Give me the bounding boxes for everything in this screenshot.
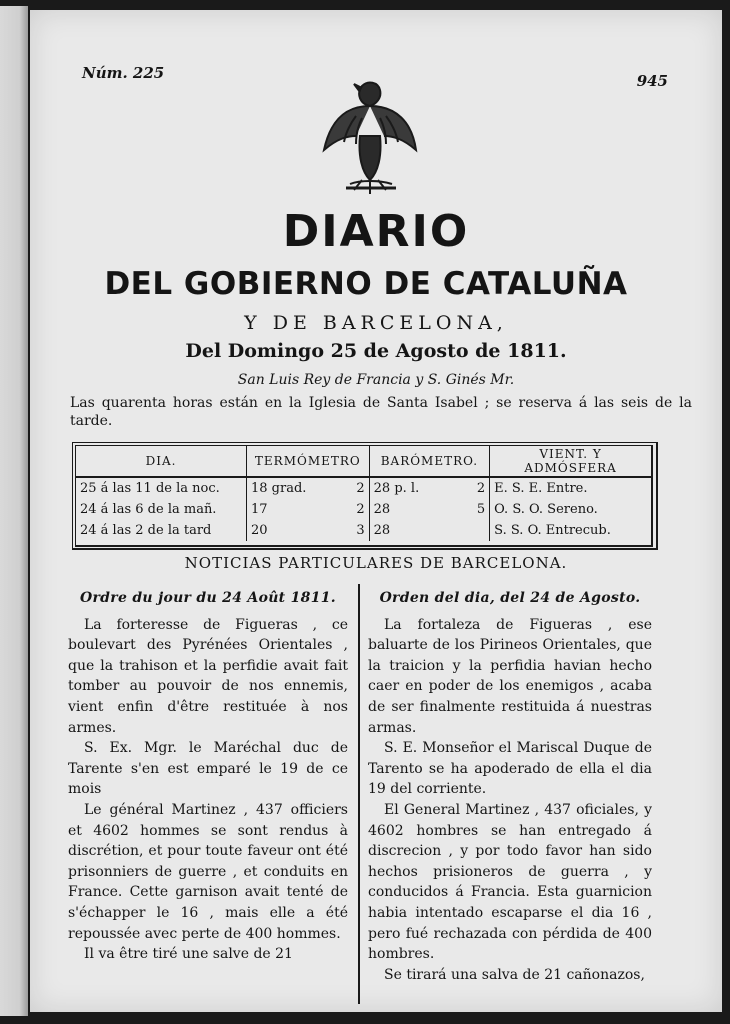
weather-cell-wind: O. S. O. Sereno. bbox=[494, 502, 598, 517]
weather-cell-temp-fraction: 2 bbox=[347, 499, 370, 520]
weather-cell-temp: 20 bbox=[251, 523, 268, 538]
french-paragraph: S. Ex. Mgr. le Maréchal duc de Tarente s'en est emparé le 19 de ce mois bbox=[68, 740, 348, 798]
spanish-paragraph: El General Martinez , 437 oficiales, y 4602 hombres se han entregado á discrecion , y por todo favor han sido hechos prisioneros de guerra , y conducidos á Francia. Esta guarnicion habia intentado escaparse el dia 16 , pero fué rechazada con pérdida de 400 hombres. bbox=[368, 801, 652, 963]
weather-row bbox=[76, 477, 651, 499]
weather-header-thermometer: TERMÓMETRO bbox=[247, 446, 370, 477]
weather-cell-wind: E. S. E. Entre. bbox=[494, 481, 588, 496]
saints-of-day: San Luis Rey de Francia y S. Ginés Mr. bbox=[237, 372, 515, 388]
french-paragraph: Il va être tiré une salve de 21 bbox=[84, 946, 293, 963]
issue-number: Núm. 225 bbox=[82, 64, 165, 82]
weather-cell-temp-fraction: 2 bbox=[347, 477, 370, 499]
weather-cell-day: 25 á las 11 de la noc. bbox=[76, 477, 247, 499]
weather-header-row bbox=[76, 446, 651, 477]
weather-cell-pressure-fraction: 5 bbox=[467, 499, 490, 520]
weather-cell-pressure: 28 p. l. bbox=[373, 481, 420, 496]
weather-cell-pressure: 28 bbox=[373, 523, 391, 538]
masthead-title: DIARIO bbox=[282, 206, 470, 257]
newspaper-page bbox=[30, 10, 722, 1012]
weather-cell-day: 24 á las 2 de la tard bbox=[76, 520, 247, 541]
weather-table bbox=[72, 442, 658, 550]
adjacent-page-edge bbox=[0, 6, 28, 1016]
spanish-paragraph: La fortaleza de Figueras , ese baluarte de los Pirineos Orientales, que la traicion y la perfidia havian hecho caer en poder de los enemigos , acaba de ser finalmente restituida á nuestras armas. bbox=[368, 616, 652, 736]
weather-header-barometer: BARÓMETRO. bbox=[369, 446, 490, 477]
weather-cell-temp: 17 bbox=[251, 502, 268, 517]
weather-cell-pressure-fraction: 2 bbox=[467, 477, 490, 499]
weather-row bbox=[76, 499, 651, 520]
spanish-paragraph: S. E. Monseñor el Mariscal Duque de Tarento se ha apoderado de ella el dia 19 del corriente. bbox=[368, 740, 652, 798]
issue-date: Del Domingo 25 de Agosto de 1811. bbox=[185, 340, 567, 362]
french-column bbox=[68, 588, 348, 965]
french-paragraph: La forteresse de Figueras , ce boulevart des Pyrénées Orientales , que la trahison et la perfidie avait fait tomber au pouvoir de nos ennemis, vient enfin d'être restituée à nos armes. bbox=[68, 616, 348, 736]
weather-header-wind: VIENT. Y ADMÓSFERA bbox=[490, 446, 651, 477]
weather-header-day: DIA. bbox=[76, 446, 247, 477]
spanish-column-heading: Orden del dia, del 24 de Agosto. bbox=[379, 590, 641, 606]
masthead-city: Y DE BARCELONA, bbox=[244, 312, 508, 334]
page-number: 945 bbox=[636, 72, 668, 90]
spanish-paragraph: Se tirará una salva de 21 cañonazos, bbox=[384, 966, 645, 983]
forty-hours-notice: Las quarenta horas están en la Iglesia de Santa Isabel ; se reserva á las seis de la tarde. bbox=[70, 395, 692, 429]
weather-cell-day: 24 á las 6 de la mañ. bbox=[76, 499, 247, 520]
weather-cell-wind: S. S. O. Entrecub. bbox=[494, 523, 611, 538]
weather-cell-pressure-fraction bbox=[467, 520, 490, 541]
column-divider bbox=[358, 584, 360, 1004]
weather-cell-temp: 18 grad. bbox=[251, 481, 307, 496]
weather-cell-pressure: 28 bbox=[373, 502, 391, 517]
weather-cell-temp-fraction: 3 bbox=[347, 520, 370, 541]
masthead-subtitle: DEL GOBIERNO DE CATALUÑA bbox=[104, 266, 628, 302]
weather-row bbox=[76, 520, 651, 541]
eagle-emblem-icon bbox=[316, 76, 424, 202]
french-column-heading: Ordre du jour du 24 Août 1811. bbox=[80, 590, 336, 606]
french-paragraph: Le général Martinez , 437 officiers et 4602 hommes se sont rendus à discrétion, et pour toute faveur ont été prisonniers de guerre , et conduits en France. Cette garnison avait tenté de s'échapper le 16 , mais elle a été repoussée avec perte de 400 hommes. bbox=[68, 801, 348, 942]
section-heading: NOTICIAS PARTICULARES DE BARCELONA. bbox=[184, 554, 568, 572]
spanish-column bbox=[368, 588, 652, 985]
